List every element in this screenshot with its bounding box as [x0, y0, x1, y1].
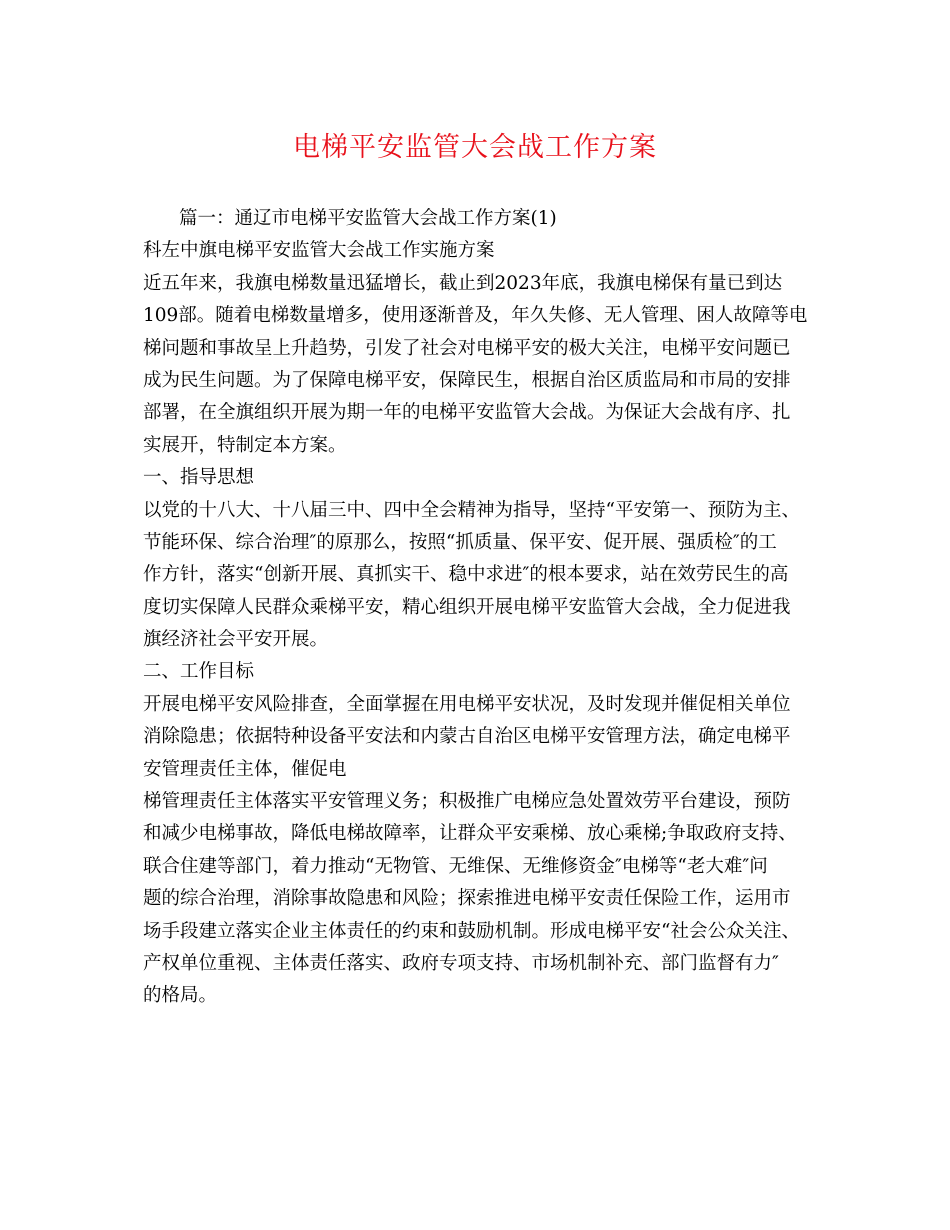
paragraph-line: 部署，在全旗组织开展为期一年的电梯平安监管大会战。为保证大会战有序、扎	[143, 402, 791, 424]
paragraph-line: 和减少电梯事故，降低电梯故障率，让群众平安乘梯、放心乘梯;争取政府支持、	[143, 823, 797, 845]
paragraph-line: 旗经济社会平安开展。	[143, 629, 329, 651]
section-heading: 二、工作目标	[143, 661, 255, 683]
paragraph-line: 科左中旗电梯平安监管大会战工作实施方案	[143, 240, 495, 262]
paragraph-line: 联合住建等部门，着力推动“无物管、无维保、无维修资金″电梯等“老大难″问	[143, 855, 768, 877]
paragraph-line: 以党的十八大、十八届三中、四中全会精神为指导，坚持“平安第一、预防为主、	[143, 499, 800, 521]
section-heading: 一、指导思想	[143, 467, 255, 489]
paragraph-line: 场手段建立落实企业主体责任的约束和鼓励机制。形成电梯平安“社会公众关注、	[143, 920, 800, 942]
paragraph-line: 题的综合治理，消除事故隐患和风险；探索推进电梯平安责任保险工作，运用市	[143, 888, 791, 910]
paragraph-line: 梯问题和事故呈上升趋势，引发了社会对电梯平安的极大关注，电梯平安问题已	[143, 337, 791, 359]
paragraph-line: 近五年来，我旗电梯数量迅猛增长，截止到2023年底，我旗电梯保有量已到达	[143, 272, 783, 294]
paragraph-line: 作方针，落实“创新开展、真抓实干、稳中求进″的根本要求，站在效劳民生的高	[143, 564, 789, 586]
paragraph-line: 成为民生问题。为了保障电梯平安，保障民生，根据自治区质监局和市局的安排	[143, 369, 791, 391]
paragraph-line: 度切实保障人民群众乘梯平安，精心组织开展电梯平安监管大会战，全力促进我	[143, 596, 791, 618]
document-title: 电梯平安监管大会战工作方案	[293, 132, 657, 163]
paragraph-line: 梯管理责任主体落实平安管理义务；积极推广电梯应急处置效劳平台建设，预防	[143, 791, 791, 813]
document-body	[143, 203, 811, 1013]
paragraph-line: 开展电梯平安风险排查，全面掌握在用电梯平安状况，及时发现并催促相关单位	[143, 693, 791, 715]
paragraph-line: 消除隐患；依据特种设备平安法和内蒙古自治区电梯平安管理方法，确定电梯平	[143, 726, 791, 748]
paragraph-line: 节能环保、综合治理″的原那么，按照“抓质量、保平安、促开展、强质检″的工	[143, 531, 777, 553]
paragraph-line: 安管理责任主体，催促电	[143, 758, 347, 780]
paragraph-line: 产权单位重视、主体责任落实、政府专项支持、市场机制补充、部门监督有力″	[143, 952, 779, 974]
subtitle-line: 篇一：通辽市电梯平安监管大会战工作方案(1)	[179, 208, 557, 229]
paragraph-line: 实展开，特制定本方案。	[143, 434, 347, 456]
paragraph-line: 的格局。	[143, 985, 218, 1007]
paragraph-line: 109部。随着电梯数量增多，使用逐渐普及，年久失修、无人管理、困人故障等电	[143, 305, 808, 327]
